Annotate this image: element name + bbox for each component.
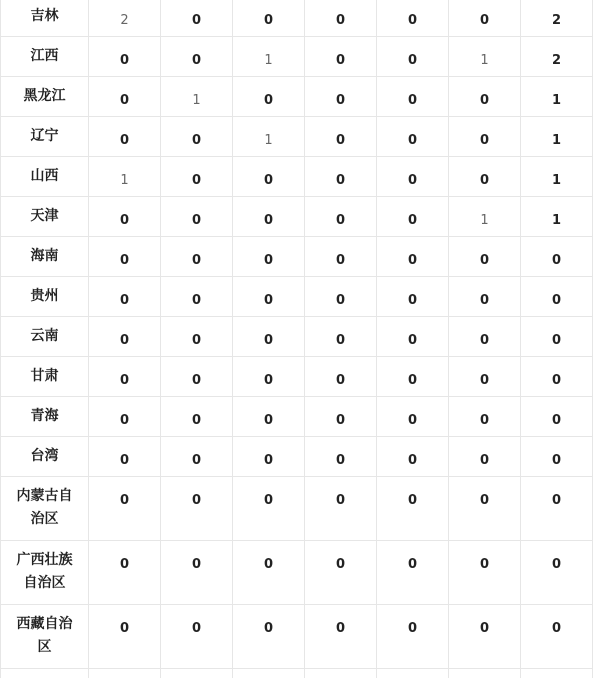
table-row xyxy=(1,0,593,37)
value-cell: 0 xyxy=(449,541,521,605)
total-cell: 2 xyxy=(521,0,593,37)
value-cell: 0 xyxy=(161,157,233,197)
value-cell: 0 xyxy=(449,237,521,277)
value-cell: 0 xyxy=(161,0,233,37)
value-cell: 0 xyxy=(305,317,377,357)
table-row xyxy=(1,397,593,437)
table-row xyxy=(1,237,593,277)
value-cell: 0 xyxy=(449,317,521,357)
value-cell: 0 xyxy=(377,237,449,277)
total-cell: 0 xyxy=(521,605,593,669)
value-cell: 0 xyxy=(377,317,449,357)
table-row xyxy=(1,477,593,541)
value-cell: 0 xyxy=(233,437,305,477)
total-cell: 0 xyxy=(521,317,593,357)
value-cell: 0 xyxy=(89,605,161,669)
province-name-cell: 台湾 xyxy=(1,437,89,477)
province-name-cell: 广西壮族自治区 xyxy=(1,541,89,605)
value-cell: 0 xyxy=(233,317,305,357)
table-row xyxy=(1,357,593,397)
empty-cell xyxy=(377,669,449,678)
value-cell: 0 xyxy=(161,605,233,669)
province-name-cell: 海南 xyxy=(1,237,89,277)
value-cell: 0 xyxy=(233,0,305,37)
table-row xyxy=(1,541,593,605)
value-cell: 0 xyxy=(305,437,377,477)
value-cell: 0 xyxy=(449,605,521,669)
province-name-cell: 西藏自治区 xyxy=(1,605,89,669)
value-cell: 0 xyxy=(449,77,521,117)
value-cell: 0 xyxy=(233,77,305,117)
value-cell: 0 xyxy=(161,277,233,317)
value-cell: 0 xyxy=(449,357,521,397)
table-row xyxy=(1,157,593,197)
value-cell: 0 xyxy=(89,437,161,477)
value-cell: 0 xyxy=(89,357,161,397)
value-cell: 0 xyxy=(233,605,305,669)
table-row xyxy=(1,37,593,77)
province-name-cell: 黑龙江 xyxy=(1,77,89,117)
value-cell: 0 xyxy=(161,541,233,605)
empty-cell xyxy=(449,669,521,678)
total-cell: 1 xyxy=(521,197,593,237)
value-cell: 0 xyxy=(305,197,377,237)
table-row xyxy=(1,437,593,477)
value-cell: 1 xyxy=(233,37,305,77)
value-cell: 0 xyxy=(449,397,521,437)
province-name-cell: 云南 xyxy=(1,317,89,357)
value-cell: 0 xyxy=(305,157,377,197)
province-name-cell: 山西 xyxy=(1,157,89,197)
value-cell: 0 xyxy=(89,237,161,277)
value-cell: 0 xyxy=(377,197,449,237)
value-cell: 0 xyxy=(233,477,305,541)
table-body xyxy=(1,0,593,678)
value-cell: 0 xyxy=(161,437,233,477)
province-name-cell: 辽宁 xyxy=(1,117,89,157)
value-cell: 0 xyxy=(233,397,305,437)
value-cell: 0 xyxy=(305,605,377,669)
value-cell: 0 xyxy=(377,77,449,117)
empty-cell xyxy=(521,669,593,678)
value-cell: 0 xyxy=(89,477,161,541)
table-row xyxy=(1,77,593,117)
empty-cell xyxy=(305,669,377,678)
total-cell: 0 xyxy=(521,437,593,477)
province-name-cell: 吉林 xyxy=(1,0,89,37)
total-cell: 0 xyxy=(521,237,593,277)
value-cell: 0 xyxy=(89,277,161,317)
value-cell: 1 xyxy=(449,37,521,77)
empty-cell xyxy=(233,669,305,678)
value-cell: 0 xyxy=(377,157,449,197)
value-cell: 0 xyxy=(89,397,161,437)
value-cell: 0 xyxy=(161,237,233,277)
value-cell: 0 xyxy=(161,477,233,541)
value-cell: 0 xyxy=(377,605,449,669)
value-cell: 0 xyxy=(161,117,233,157)
value-cell: 0 xyxy=(233,541,305,605)
value-cell: 0 xyxy=(233,197,305,237)
value-cell: 0 xyxy=(161,317,233,357)
empty-cell xyxy=(89,669,161,678)
value-cell: 0 xyxy=(377,0,449,37)
value-cell: 2 xyxy=(89,0,161,37)
province-name-cell: 内蒙古自治区 xyxy=(1,477,89,541)
value-cell: 0 xyxy=(377,477,449,541)
value-cell: 1 xyxy=(89,157,161,197)
value-cell: 0 xyxy=(305,541,377,605)
value-cell: 0 xyxy=(233,357,305,397)
province-name-cell: 贵州 xyxy=(1,277,89,317)
value-cell: 0 xyxy=(305,77,377,117)
value-cell: 0 xyxy=(377,277,449,317)
value-cell: 0 xyxy=(449,157,521,197)
empty-cell xyxy=(1,669,89,678)
table-row xyxy=(1,605,593,669)
value-cell: 0 xyxy=(89,317,161,357)
value-cell: 0 xyxy=(89,37,161,77)
province-name-cell: 青海 xyxy=(1,397,89,437)
value-cell: 0 xyxy=(233,157,305,197)
value-cell: 0 xyxy=(305,397,377,437)
total-cell: 0 xyxy=(521,277,593,317)
value-cell: 0 xyxy=(161,397,233,437)
table-row xyxy=(1,197,593,237)
value-cell: 0 xyxy=(449,117,521,157)
value-cell: 0 xyxy=(377,357,449,397)
value-cell: 0 xyxy=(305,37,377,77)
value-cell: 0 xyxy=(89,541,161,605)
province-name-cell: 江西 xyxy=(1,37,89,77)
value-cell: 0 xyxy=(449,0,521,37)
value-cell: 0 xyxy=(305,0,377,37)
value-cell: 0 xyxy=(377,437,449,477)
total-cell: 1 xyxy=(521,157,593,197)
value-cell: 0 xyxy=(89,77,161,117)
province-name-cell: 天津 xyxy=(1,197,89,237)
value-cell: 0 xyxy=(305,477,377,541)
value-cell: 0 xyxy=(377,397,449,437)
total-cell: 0 xyxy=(521,397,593,437)
total-cell: 2 xyxy=(521,37,593,77)
value-cell: 0 xyxy=(377,37,449,77)
value-cell: 0 xyxy=(89,197,161,237)
value-cell: 0 xyxy=(449,277,521,317)
value-cell: 1 xyxy=(449,197,521,237)
value-cell: 0 xyxy=(161,357,233,397)
value-cell: 1 xyxy=(233,117,305,157)
total-cell: 0 xyxy=(521,541,593,605)
total-cell: 1 xyxy=(521,117,593,157)
table-row xyxy=(1,669,593,678)
value-cell: 0 xyxy=(305,357,377,397)
value-cell: 0 xyxy=(89,117,161,157)
value-cell: 0 xyxy=(305,277,377,317)
table-row xyxy=(1,317,593,357)
empty-cell xyxy=(161,669,233,678)
province-name-cell: 甘肃 xyxy=(1,357,89,397)
value-cell: 0 xyxy=(449,437,521,477)
table-row xyxy=(1,117,593,157)
value-cell: 0 xyxy=(233,237,305,277)
table-row xyxy=(1,277,593,317)
total-cell: 0 xyxy=(521,357,593,397)
value-cell: 0 xyxy=(377,541,449,605)
value-cell: 0 xyxy=(233,277,305,317)
value-cell: 0 xyxy=(305,117,377,157)
total-cell: 0 xyxy=(521,477,593,541)
value-cell: 0 xyxy=(161,197,233,237)
value-cell: 1 xyxy=(161,77,233,117)
value-cell: 0 xyxy=(377,117,449,157)
value-cell: 0 xyxy=(161,37,233,77)
value-cell: 0 xyxy=(449,477,521,541)
total-cell: 1 xyxy=(521,77,593,117)
value-cell: 0 xyxy=(305,237,377,277)
